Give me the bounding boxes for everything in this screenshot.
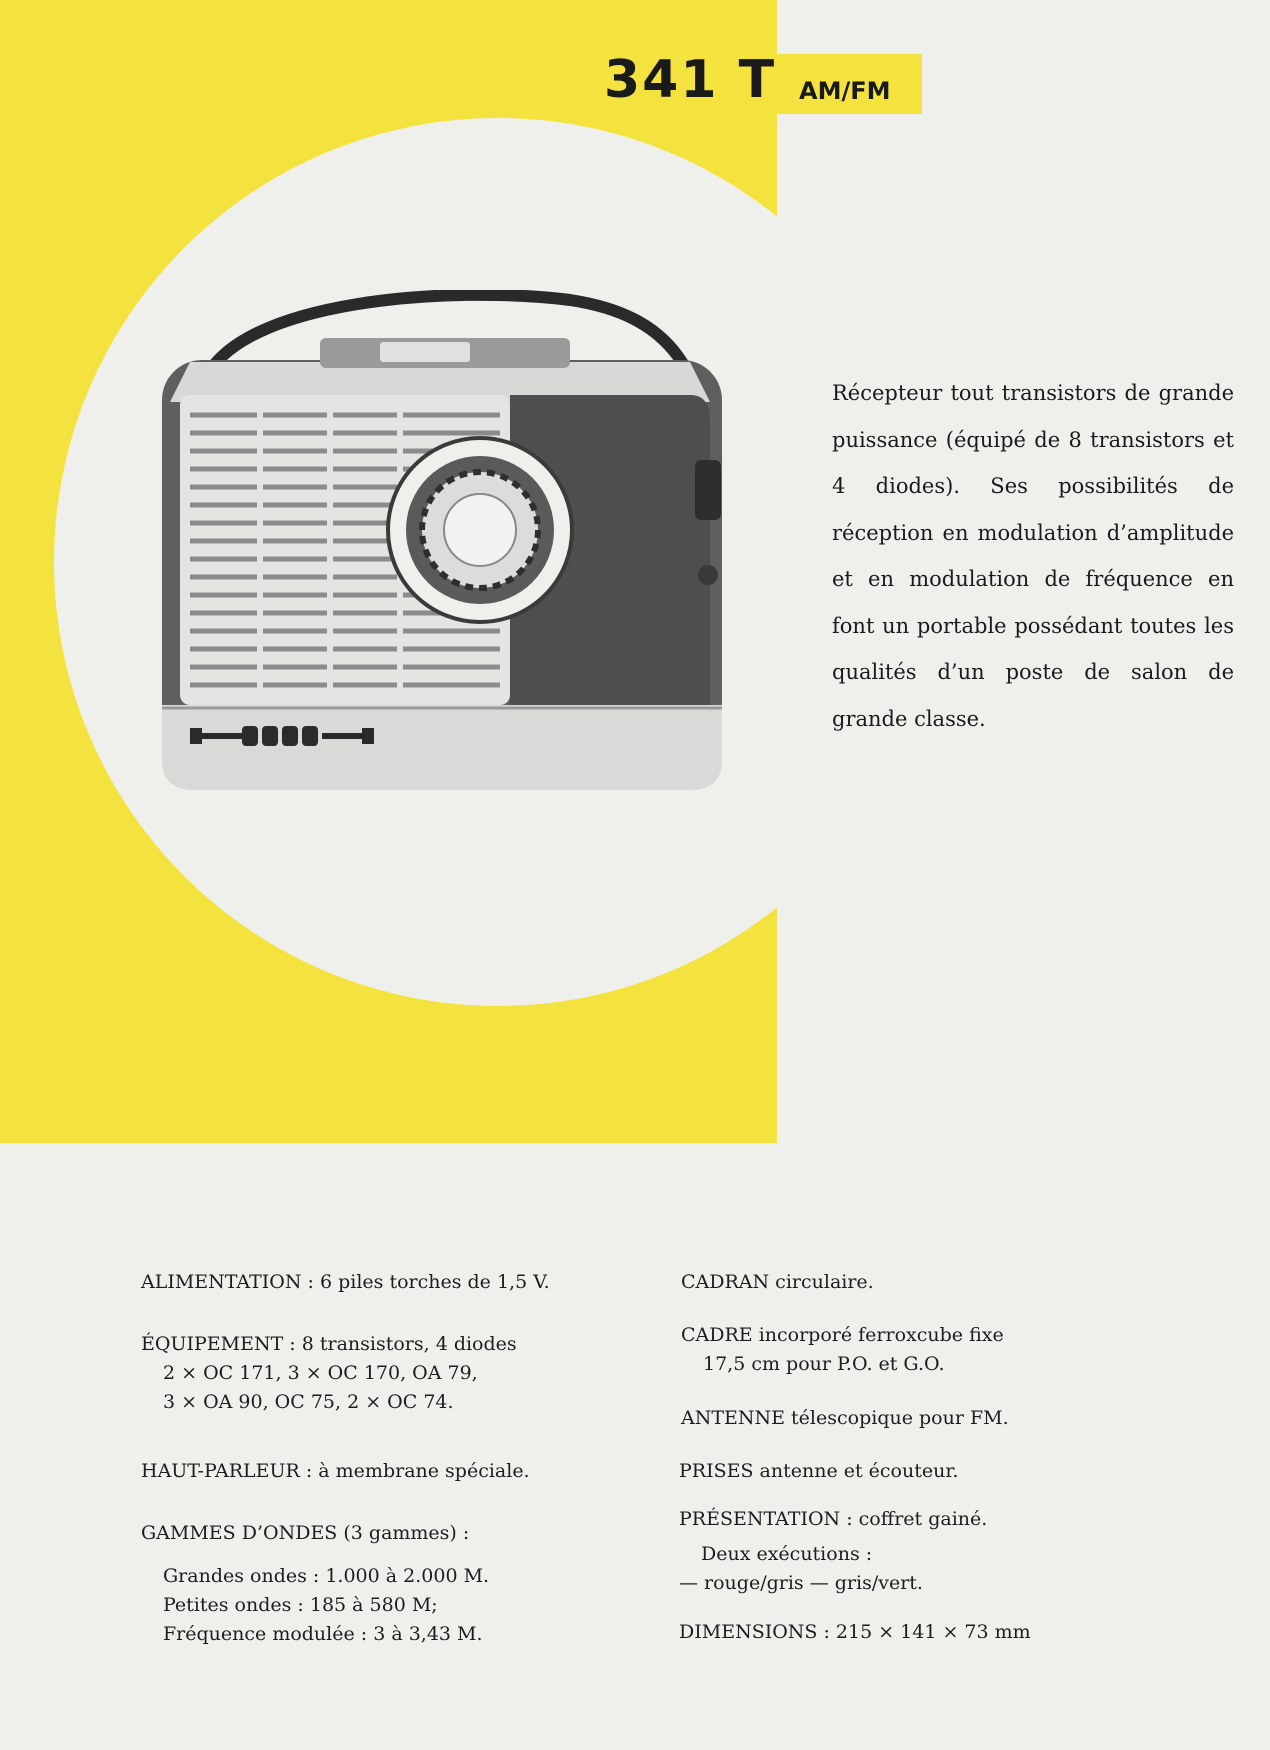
radio-illustration [150,290,760,830]
spec-antenne [681,1404,1009,1433]
spec-haut-parleur-text: HAUT-PARLEUR : à membrane spéciale. [141,1460,530,1482]
model-bands: AM/FM [799,77,891,105]
spec-antenne-text: ANTENNE télescopique pour FM. [681,1407,1009,1429]
spec-equipement-line2: 2 × OC 171, 3 × OC 170, OA 79, [163,1362,478,1384]
description [832,370,1234,742]
spec-equipement-title: ÉQUIPEMENT : 8 transistors, 4 diodes [141,1333,517,1355]
spec-dimensions [679,1618,1031,1647]
spec-gammes [141,1519,489,1649]
spec-presentation-line2: Deux exécutions : [701,1543,873,1565]
spec-prises [679,1457,958,1486]
spec-alimentation [141,1268,550,1297]
spec-alimentation-text: ALIMENTATION : 6 piles torches de 1,5 V. [141,1271,550,1293]
spec-cadre-line2: 17,5 cm pour P.O. et G.O. [703,1353,945,1375]
spec-presentation-title: PRÉSENTATION : coffret gainé. [679,1508,988,1530]
spec-presentation [679,1505,987,1598]
description-text: Récepteur tout transistors de grande puissance (équipé de 8 transistors et 4 diodes). Ses possibilités de réception en modulation d’amplitude et en modulation de fréquence en font un portable possédant toutes les qualités d’un poste de salon de grande classe. [832,381,1234,731]
spec-prises-text: PRISES antenne et écouteur. [679,1460,959,1482]
model-number: 341 T [604,50,777,110]
spec-cadre [681,1321,1004,1379]
spec-dimensions-text: DIMENSIONS : 215 × 141 × 73 mm [679,1621,1031,1643]
spec-cadran [681,1268,874,1297]
spec-haut-parleur [141,1457,530,1486]
spec-gammes-line2: Petites ondes : 185 à 580 M; [163,1594,438,1616]
spec-gammes-line1: Grandes ondes : 1.000 à 2.000 M. [163,1565,490,1587]
spec-equipement-line3: 3 × OA 90, OC 75, 2 × OC 74. [163,1391,454,1413]
spec-presentation-line3: — rouge/gris — gris/vert. [679,1572,923,1594]
spec-gammes-title: GAMMES D’ONDES (3 gammes) : [141,1522,470,1544]
spec-cadre-title: CADRE incorporé ferroxcube fixe [681,1324,1004,1346]
spec-equipement [141,1330,517,1417]
spec-cadran-text: CADRAN circulaire. [681,1271,874,1293]
spec-gammes-line3: Fréquence modulée : 3 à 3,43 M. [163,1623,483,1645]
